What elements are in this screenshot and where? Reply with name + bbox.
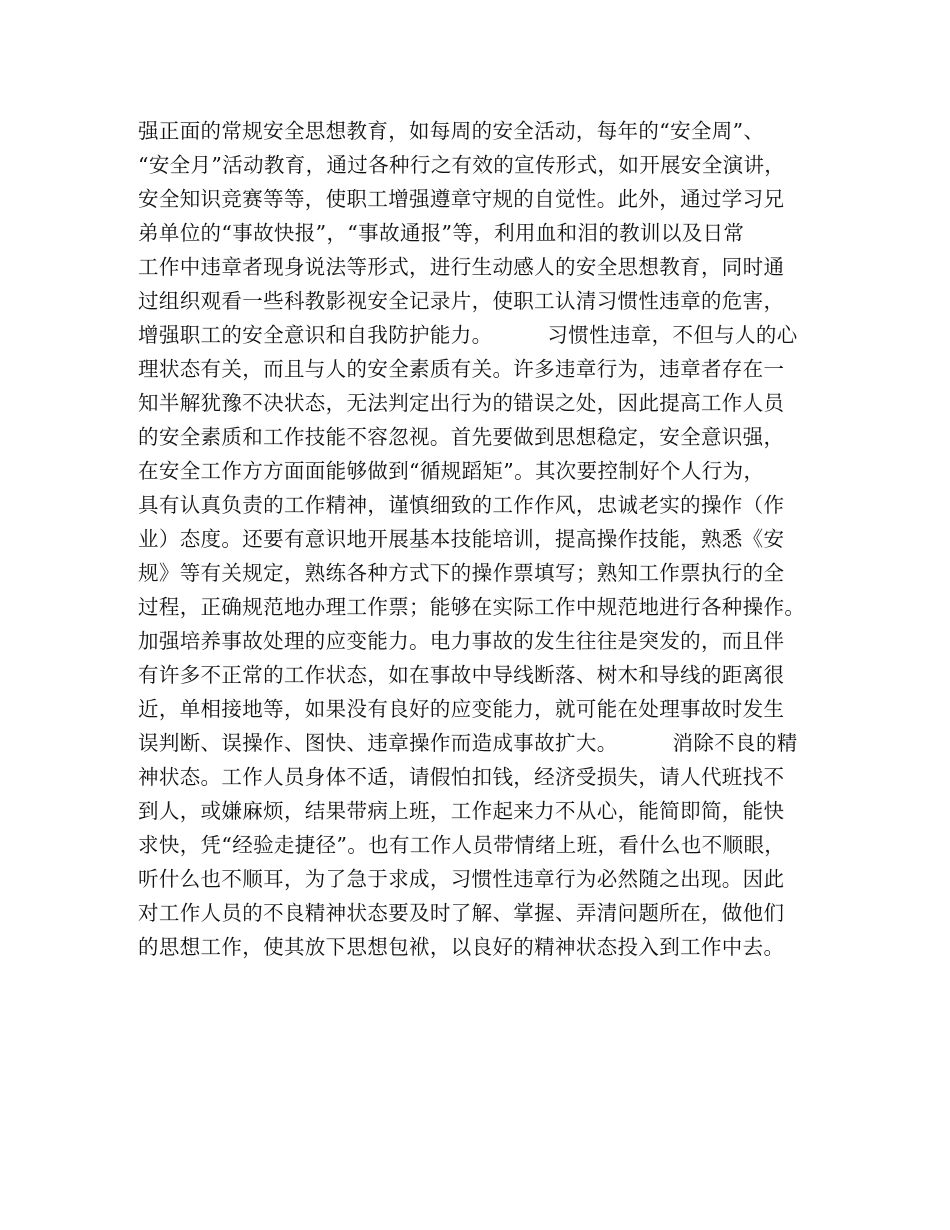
- text-line-12: 具有认真负责的工作精神，谨慎细致的工作作风，忠诚老实的操作（作: [138, 493, 785, 517]
- text-line-25: 的思想工作，使其放下思想包袱，以良好的精神状态投入到工作中去。: [138, 935, 785, 959]
- text-line-7: 增强职工的安全意识和自我防护能力。 习惯性违章，不但与人的心: [138, 323, 798, 347]
- text-line-5: 工作中违章者现身说法等形式，进行生动感人的安全思想教育，同时通: [138, 255, 785, 279]
- text-line-10: 的安全素质和工作技能不容忽视。首先要做到思想稳定，安全意识强，: [138, 425, 785, 449]
- text-line-20: 神状态。工作人员身体不适，请假怕扣钱，经济受损失，请人代班找不: [138, 765, 785, 789]
- text-line-23: 听什么也不顺耳，为了急于求成，习惯性违章行为必然随之出现。因此: [138, 867, 785, 891]
- text-line-15: 过程，正确规范地办理工作票；能够在实际工作中规范地进行各种操作。: [138, 595, 806, 619]
- text-line-21: 到人，或嫌麻烦，结果带病上班，工作起来力不从心，能简即简，能快: [138, 799, 785, 823]
- text-line-22: 求快，凭“经验走捷径”。也有工作人员带情绪上班，看什么也不顺眼，: [138, 833, 786, 857]
- text-line-19: 误判断、误操作、图快、违章操作而造成事故扩大。 消除不良的精: [138, 731, 798, 755]
- text-line-2: “安全月”活动教育，通过各种行之有效的宣传形式，如开展安全演讲，: [138, 153, 786, 177]
- text-line-16: 加强培养事故处理的应变能力。电力事故的发生往往是突发的，而且伴: [138, 629, 785, 653]
- text-line-4: 弟单位的“事故快报”，“事故通报”等，利用血和泪的教训以及日常: [138, 221, 745, 245]
- text-line-9: 知半解犹豫不决状态，无法判定出行为的错误之处，因此提高工作人员: [138, 391, 785, 415]
- text-line-3: 安全知识竞赛等等，使职工增强遵章守规的自觉性。此外，通过学习兄: [138, 187, 785, 211]
- text-line-18: 近，单相接地等，如果没有良好的应变能力，就可能在处理事故时发生: [138, 697, 785, 721]
- text-line-1: 强正面的常规安全思想教育，如每周的安全活动，每年的“安全周”、: [138, 119, 765, 143]
- text-line-8: 理状态有关，而且与人的安全素质有关。许多违章行为，违章者存在一: [138, 357, 785, 381]
- body-text: [138, 114, 838, 964]
- text-line-6: 过组织观看一些科教影视安全记录片，使职工认清习惯性违章的危害，: [138, 289, 785, 313]
- text-line-13: 业）态度。还要有意识地开展基本技能培训，提高操作技能，熟悉《安: [138, 527, 785, 551]
- text-line-17: 有许多不正常的工作状态，如在事故中导线断落、树木和导线的距离很: [138, 663, 785, 687]
- text-line-11: 在安全工作方方面面能够做到“循规蹈矩”。其次要控制好个人行为，: [138, 459, 765, 483]
- text-line-14: 规》等有关规定，熟练各种方式下的操作票填写；熟知工作票执行的全: [138, 561, 785, 585]
- text-line-24: 对工作人员的不良精神状态要及时了解、掌握、弄清问题所在，做他们: [138, 901, 785, 925]
